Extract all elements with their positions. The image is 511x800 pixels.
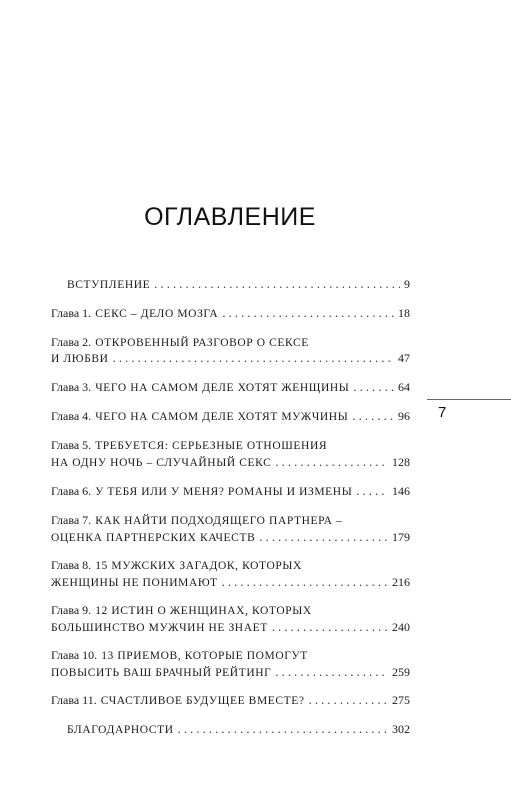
toc-entry-title-cont: БОЛЬШИНСТВО МУЖЧИН НЕ ЗНАЕТ [51,622,268,634]
toc-entry-page: 18 [398,306,410,320]
toc-entry-chapter-4[interactable] [51,408,410,425]
dot-leader [222,574,388,590]
toc-chapter-prefix: Глава 3. [51,380,92,394]
toc-entry-title-cont: И ЛЮБВИ [51,353,109,365]
toc-entry-title-cont: НА ОДНУ НОЧЬ – СЛУЧАЙНЫЙ СЕКС [51,457,272,469]
toc-chapter-prefix: Глава 11. [51,693,97,707]
toc-chapter-prefix: Глава 5. [51,438,92,452]
toc-entry-page: 216 [392,575,410,589]
toc-entry-title: БЛАГОДАРНОСТИ [67,724,174,736]
toc-entry-title: 15 МУЖСКИХ ЗАГАДОК, КОТОРЫХ [95,560,302,572]
toc-entry-page: 96 [398,409,410,423]
toc-entry-page: 179 [392,530,410,544]
dot-leader [154,276,400,292]
dot-leader [352,408,394,424]
toc-entry-title: 13 ПРИЕМОВ, КОТОРЫЕ ПОМОГУТ [101,650,308,662]
dot-leader [356,483,388,499]
toc-chapter-prefix: Глава 1. [51,306,92,320]
toc-entry-chapter-2-cont[interactable] [51,350,410,367]
toc-entry-page: 146 [392,484,410,498]
toc-entry-chapter-9[interactable] [51,602,410,619]
page-number-rule [427,399,511,400]
toc-entry-title: У ТЕБЯ ИЛИ У МЕНЯ? РОМАНЫ И ИЗМЕНЫ [95,486,353,498]
toc-entry-acknowledgements[interactable] [67,721,410,738]
toc-entry-chapter-9-cont[interactable] [51,619,410,636]
dot-leader [353,379,394,395]
toc-entry-title: ЧЕГО НА САМОМ ДЕЛЕ ХОТЯТ ЖЕНЩИНЫ [95,382,350,394]
toc-entry-title: 12 ИСТИН О ЖЕНЩИНАХ, КОТОРЫХ [95,605,312,617]
dot-leader [272,619,388,635]
toc-entry-chapter-7-cont[interactable] [51,529,410,546]
toc-entry-page: 64 [398,380,410,394]
dot-leader [275,454,388,470]
toc-entry-chapter-5-cont[interactable] [51,454,410,471]
toc-entry-title-cont: ПОВЫСИТЬ ВАШ БРАЧНЫЙ РЕЙТИНГ [51,667,272,679]
toc-chapter-prefix: Глава 6. [51,484,92,498]
toc-chapter-prefix: Глава 7. [51,513,92,527]
toc-chapter-prefix: Глава 4. [51,409,92,423]
toc-entry-title-cont: ЖЕНЩИНЫ НЕ ПОНИМАЮТ [51,577,218,589]
toc-entry-chapter-10[interactable] [51,647,410,664]
toc-entry-title: ОТКРОВЕННЫЙ РАЗГОВОР О СЕКСЕ [95,337,309,349]
toc-entry-chapter-8-cont[interactable] [51,574,410,591]
toc-entry-page: 47 [398,351,410,365]
toc-entry-chapter-2[interactable] [51,334,410,351]
toc-entry-chapter-3[interactable] [51,379,410,396]
toc-entry-title-cont: ОЦЕНКА ПАРТНЕРСКИХ КАЧЕСТВ [51,532,256,544]
toc-entry-title: СЕКС – ДЕЛО МОЗГА [95,308,219,320]
toc-entry-chapter-11[interactable] [51,692,410,709]
toc-entry-page: 128 [392,455,410,469]
page-number: 7 [438,404,447,421]
toc-entry-page: 302 [392,722,410,736]
toc-entry-title: КАК НАЙТИ ПОДХОДЯЩЕГО ПАРТНЕРА – [95,515,343,527]
toc-entry-title: ТРЕБУЕТСЯ: СЕРЬЕЗНЫЕ ОТНОШЕНИЯ [95,440,328,452]
toc-entry-intro[interactable] [67,276,410,293]
toc-entry-chapter-7[interactable] [51,512,410,529]
toc-entry-chapter-1[interactable] [51,305,410,322]
toc-entry-page: 259 [392,665,410,679]
dot-leader [259,529,388,545]
toc-chapter-prefix: Глава 8. [51,558,92,572]
toc-chapter-prefix: Глава 9. [51,603,92,617]
toc-entry-chapter-8[interactable] [51,557,410,574]
dot-leader [275,664,388,680]
dot-leader [222,305,394,321]
toc-entry-page: 240 [392,620,410,634]
dot-leader [113,350,394,366]
toc-entry-chapter-6[interactable] [51,483,410,500]
dot-leader [309,692,388,708]
page-title: ОГЛАВЛЕНИЕ [144,203,316,231]
toc-entry-title: ВСТУПЛЕНИЕ [67,279,151,291]
toc-chapter-prefix: Глава 10. [51,648,98,662]
toc-chapter-prefix: Глава 2. [51,335,92,349]
toc-entry-chapter-10-cont[interactable] [51,664,410,681]
toc-entry-title: ЧЕГО НА САМОМ ДЕЛЕ ХОТЯТ МУЖЧИНЫ [95,411,349,423]
dot-leader [178,721,388,737]
toc-entry-chapter-5[interactable] [51,437,410,454]
toc-entry-title: СЧАСТЛИВОЕ БУДУЩЕЕ ВМЕСТЕ? [100,695,305,707]
toc-entry-page: 9 [404,277,410,291]
toc-entry-page: 275 [392,693,410,707]
